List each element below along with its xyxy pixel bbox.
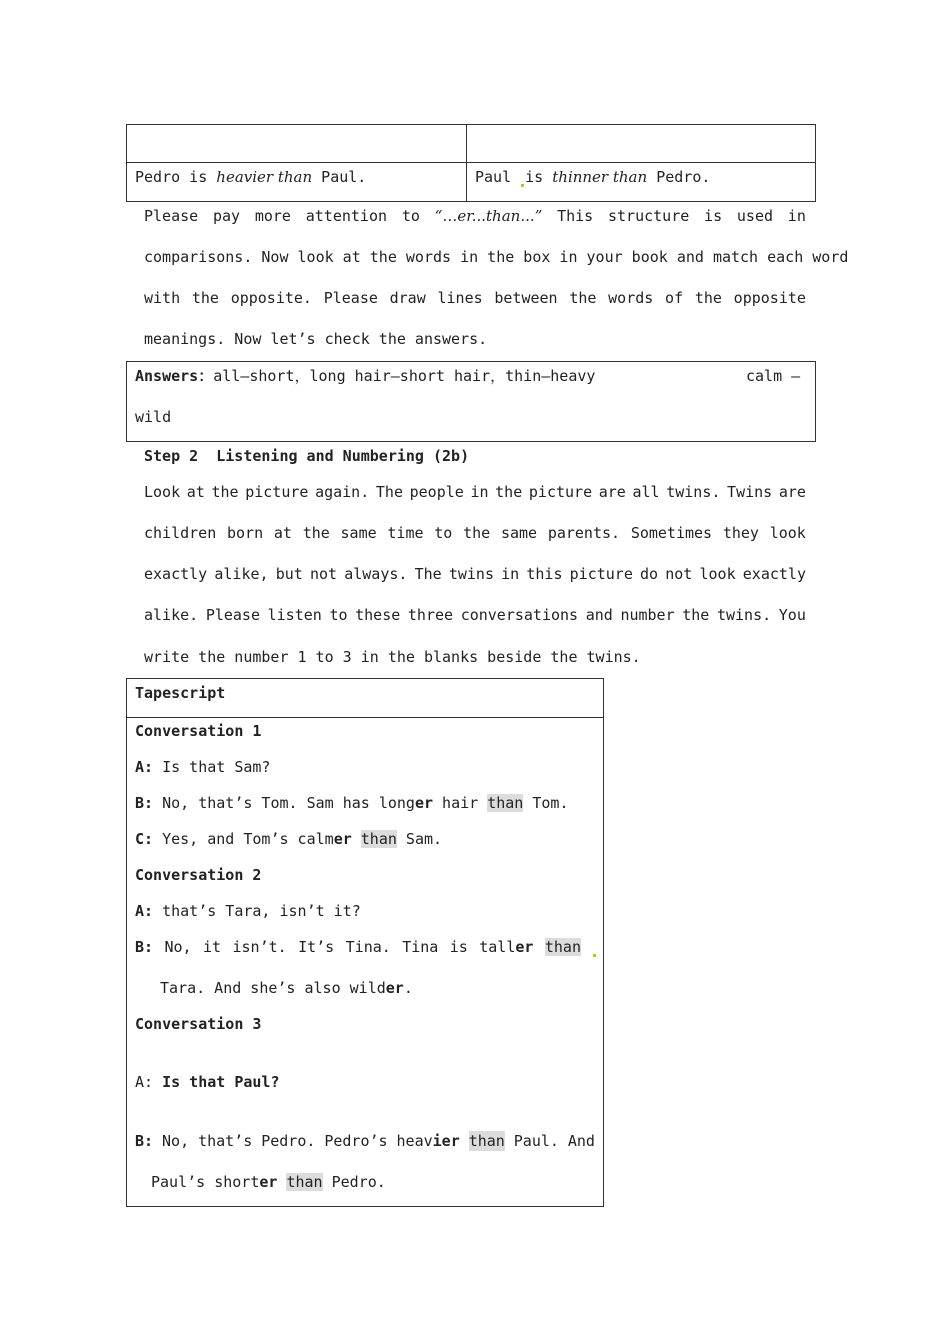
- conv1-line-a: A: Is that Sam?: [135, 758, 271, 776]
- word: look: [699, 565, 736, 583]
- word: in: [501, 565, 520, 583]
- word: heav: [396, 1132, 433, 1150]
- step2-heading: Step 2 Listening and Numbering (2b): [144, 447, 470, 465]
- word: they: [722, 524, 759, 542]
- word: picture: [245, 483, 309, 501]
- answers-label: Answers：: [135, 367, 214, 385]
- word: not: [665, 565, 693, 583]
- word: the: [569, 289, 597, 307]
- conv2-line-b: [135, 937, 597, 957]
- intro-line-3: [144, 288, 806, 308]
- word: this: [526, 565, 563, 583]
- word: Pedro’s: [324, 1132, 388, 1150]
- marker-dot: [593, 954, 596, 957]
- word: are: [598, 483, 626, 501]
- step2-line-5: write the number 1 to 3 in the blanks beside the twins.: [144, 648, 641, 666]
- word: the: [211, 483, 239, 501]
- word: structure: [607, 207, 690, 225]
- word: between: [494, 289, 558, 307]
- word: it: [203, 938, 222, 956]
- step2-line-2: [144, 523, 806, 543]
- word: Please: [323, 289, 378, 307]
- conv3-line-a: A: Is that Paul?: [135, 1073, 280, 1091]
- word: The: [414, 565, 442, 583]
- word: ier: [432, 1132, 460, 1150]
- word: twins.: [666, 483, 721, 501]
- word: conversations: [460, 606, 579, 624]
- word: words: [608, 289, 654, 307]
- conversation-1-title: Conversation 1: [135, 722, 262, 740]
- step2-line-3: [144, 564, 806, 584]
- word: same: [500, 524, 538, 542]
- word: of: [665, 289, 684, 307]
- word: is: [449, 938, 468, 956]
- word: pay: [212, 207, 241, 225]
- word: Tina: [402, 938, 439, 956]
- word: in: [470, 483, 489, 501]
- conv2-line-a: A: that’s Tara, isn’t it?: [135, 902, 361, 920]
- word: Twins: [727, 483, 773, 501]
- word: Please: [205, 606, 260, 624]
- word: Pedro.: [261, 1132, 316, 1150]
- highlight-than: than: [468, 1132, 505, 1150]
- answers-text: all—short，long hair—short hair，thin—heavy: [213, 367, 596, 385]
- word: all: [632, 483, 660, 501]
- word-heavier: [397, 1131, 460, 1151]
- conv2-line-b-cont: Tara. And she’s also wilder.: [160, 979, 413, 997]
- answers-line: [135, 366, 595, 386]
- word: the: [495, 483, 523, 501]
- word: picture: [569, 565, 633, 583]
- word: number: [620, 606, 675, 624]
- word: Paul.: [513, 1132, 559, 1150]
- word: but: [275, 565, 303, 583]
- conversation-2-title: Conversation 2: [135, 866, 262, 884]
- word: to: [329, 606, 348, 624]
- word: three: [407, 606, 454, 624]
- word: picture: [528, 483, 593, 501]
- marker-dot: [521, 184, 524, 187]
- word: attention: [305, 207, 388, 225]
- word: not: [309, 565, 338, 583]
- word: always.: [344, 565, 408, 583]
- tapescript-header-divider: [126, 717, 604, 718]
- word: This: [557, 207, 594, 225]
- word: Tina.: [345, 938, 391, 956]
- word: Look: [144, 483, 181, 501]
- step2-line-4: [144, 605, 806, 625]
- word: Please: [144, 207, 199, 225]
- word: same: [340, 524, 377, 542]
- highlight-than: than: [360, 830, 397, 848]
- word: er: [515, 938, 534, 956]
- word: at: [273, 524, 292, 542]
- word: exactly: [742, 565, 806, 583]
- word: alike,: [214, 565, 269, 583]
- word: the: [682, 606, 710, 624]
- word: Sometimes: [630, 524, 713, 542]
- word: draw: [389, 289, 426, 307]
- word: exactly: [144, 565, 208, 583]
- word: tall: [479, 938, 516, 956]
- word: with: [144, 289, 181, 307]
- highlight-than: than: [544, 938, 581, 956]
- word: these: [355, 606, 401, 624]
- word: to: [401, 207, 420, 225]
- word: do: [640, 565, 659, 583]
- word: in: [787, 207, 806, 225]
- word: the: [694, 289, 722, 307]
- word: twins.: [716, 606, 772, 624]
- intro-line-1: [144, 206, 806, 226]
- table-row-divider: [126, 162, 816, 163]
- word: parents.: [547, 524, 621, 542]
- word: lines: [437, 289, 483, 307]
- conv1-line-c: C: Yes, and Tom’s calmer than Sam.: [135, 830, 443, 848]
- word: look: [769, 524, 806, 542]
- word: more: [254, 207, 291, 225]
- word: “…er...than...”: [434, 207, 543, 225]
- word: the: [463, 524, 491, 542]
- word: It’s: [298, 938, 335, 956]
- word: You: [778, 606, 806, 624]
- word: people: [409, 483, 464, 501]
- tapescript-header: Tapescript: [135, 684, 226, 702]
- word: twins: [448, 565, 494, 583]
- step2-line-1: [144, 482, 806, 502]
- word: time: [387, 524, 424, 542]
- word: No,: [164, 938, 192, 956]
- table-cell-pedro-heavier: Pedro is heavier than Paul.: [135, 168, 367, 186]
- speaker-label: B:: [135, 938, 154, 956]
- word: opposite.: [230, 289, 312, 307]
- table-cell-paul-thinner: Paul is thinner than Pedro.: [475, 168, 711, 186]
- word: and: [585, 606, 613, 624]
- word: The: [375, 483, 403, 501]
- table-col-divider: [466, 124, 467, 202]
- conversation-3-title: Conversation 3: [135, 1015, 262, 1033]
- comparison-table: [126, 124, 816, 202]
- conv1-line-b: B: No, that’s Tom. Sam has longer hair than Tom.: [135, 794, 569, 812]
- word: No,: [162, 1132, 190, 1150]
- word-taller: [479, 937, 533, 957]
- word: to: [434, 524, 453, 542]
- word: are: [778, 483, 806, 501]
- word: is: [704, 207, 723, 225]
- word: opposite: [733, 289, 806, 307]
- word: children: [144, 524, 217, 542]
- answers-wrap: wild: [135, 408, 172, 426]
- word: isn’t.: [232, 938, 287, 956]
- intro-line-4: meanings. Now let’s check the answers.: [144, 330, 488, 348]
- word: used: [736, 207, 774, 225]
- answers-tail: calm —: [746, 367, 801, 385]
- word: the: [191, 289, 219, 307]
- word: at: [186, 483, 205, 501]
- word: listen: [267, 606, 322, 624]
- word: alike.: [144, 606, 199, 624]
- intro-line-2: comparisons. Now look at the words in the box in your book and match each word: [144, 248, 849, 266]
- word: the: [302, 524, 330, 542]
- word: And: [567, 1132, 595, 1150]
- conv3-line-b-cont: Paul’s shorter than Pedro.: [151, 1173, 386, 1191]
- word: again.: [315, 483, 370, 501]
- speaker-label: B:: [135, 1132, 154, 1150]
- conv3-line-b: [135, 1131, 595, 1151]
- word-than: [545, 937, 597, 957]
- word: born: [227, 524, 264, 542]
- highlight-than: than: [286, 1173, 323, 1191]
- word: that’s: [198, 1132, 253, 1150]
- highlight-than: than: [487, 794, 524, 812]
